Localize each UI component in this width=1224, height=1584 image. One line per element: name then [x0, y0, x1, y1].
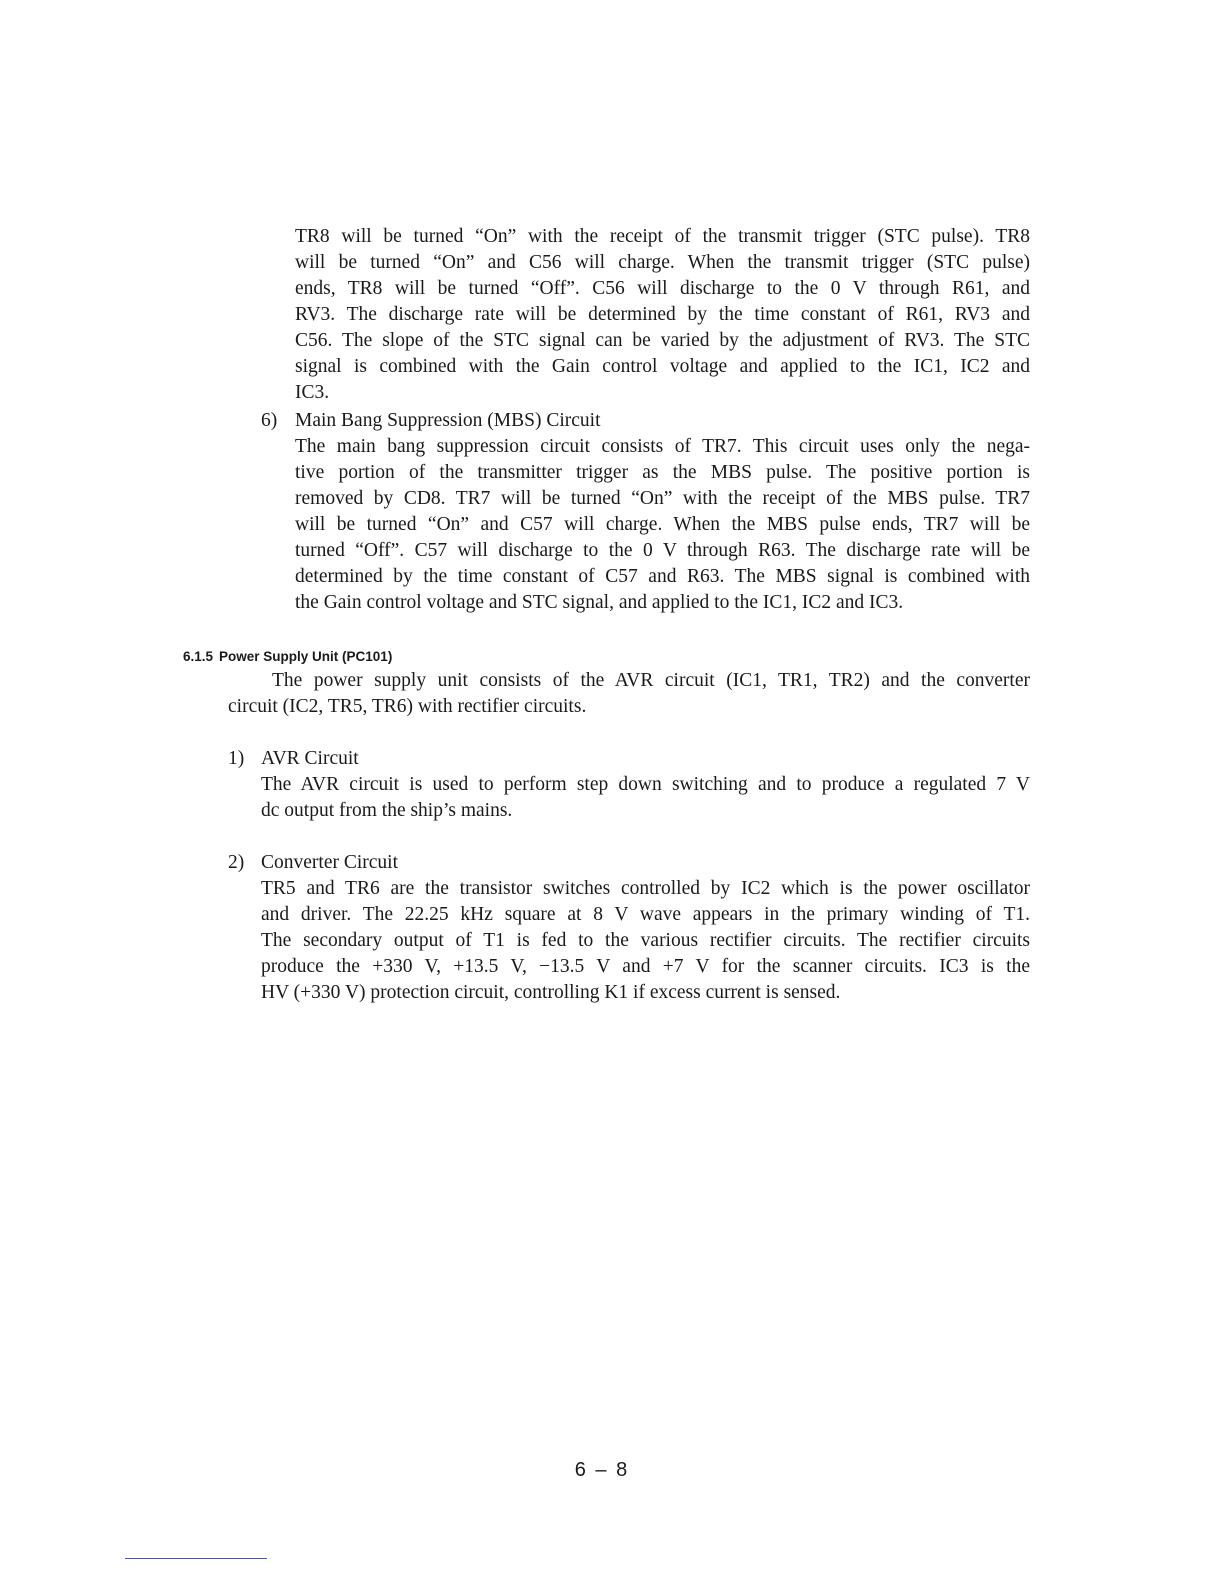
text-line: TR5 and TR6 are the transistor switches controlled by IC2 which is the power oscillator — [261, 878, 1030, 899]
text-line: C56. The slope of the STC signal can be varied by the adjustment of RV3. The STC — [295, 330, 1030, 351]
text-line: circuit (IC2, TR5, TR6) with rectifier circuits. — [228, 696, 587, 717]
text-line: The secondary output of T1 is fed to the various rectifier circuits. The rectifier circuits — [261, 930, 1030, 951]
text-line: will be turned “On” and C57 will charge. When the MBS pulse ends, TR7 will be — [295, 514, 1030, 535]
section-heading — [183, 648, 392, 666]
section-title: Power Supply Unit (PC101) — [219, 649, 393, 664]
text-line: TR8 will be turned “On” with the receipt of the transmit trigger (STC pulse). TR8 — [295, 226, 1030, 247]
text-line: RV3. The discharge rate will be determined by the time constant of R61, RV3 and — [295, 304, 1030, 325]
text-line: tive portion of the transmitter trigger as the MBS pulse. The positive portion is — [295, 462, 1030, 483]
text-line: and driver. The 22.25 kHz square at 8 V wave appears in the primary winding of T1. — [261, 904, 1030, 925]
text-line: removed by CD8. TR7 will be turned “On” with the receipt of the MBS pulse. TR7 — [295, 488, 1030, 509]
text-line: will be turned “On” and C56 will charge. When the transmit trigger (STC pulse) — [295, 252, 1030, 273]
item-number: 6) — [261, 410, 278, 431]
item-number: 2) — [228, 852, 245, 873]
text-line: HV (+330 V) protection circuit, controlling K1 if excess current is sensed. — [261, 982, 841, 1003]
text-line: determined by the time constant of C57 and R63. The MBS signal is combined with — [295, 566, 1030, 587]
page-number: 6 – 8 — [574, 1459, 630, 1481]
text-line: IC3. — [295, 382, 330, 403]
item-title: Converter Circuit — [261, 852, 399, 873]
text-line: ends, TR8 will be turned “Off”. C56 will discharge to the 0 V through R61, and — [295, 278, 1030, 299]
text-line: turned “Off”. C57 will discharge to the 0 V through R63. The discharge rate will be — [295, 540, 1030, 561]
item-title: AVR Circuit — [261, 748, 359, 769]
text-line: the Gain control voltage and STC signal, and applied to the IC1, IC2 and IC3. — [295, 592, 904, 613]
item-number: 1) — [228, 748, 245, 769]
bottom-rule — [125, 1558, 267, 1559]
section-number: 6.1.5 — [183, 649, 214, 664]
text-line: dc output from the ship’s mains. — [261, 800, 513, 821]
text-line: The main bang suppression circuit consists of TR7. This circuit uses only the nega- — [295, 436, 1030, 457]
text-line: signal is combined with the Gain control voltage and applied to the IC1, IC2 and — [295, 356, 1030, 377]
text-line: The power supply unit consists of the AVR circuit (IC1, TR1, TR2) and the converter — [272, 670, 1030, 691]
text-line: The AVR circuit is used to perform step down switching and to produce a regulated 7 V — [261, 774, 1030, 795]
item-title: Main Bang Suppression (MBS) Circuit — [295, 410, 601, 431]
text-line: produce the +330 V, +13.5 V, −13.5 V and +7 V for the scanner circuits. IC3 is the — [261, 956, 1030, 977]
